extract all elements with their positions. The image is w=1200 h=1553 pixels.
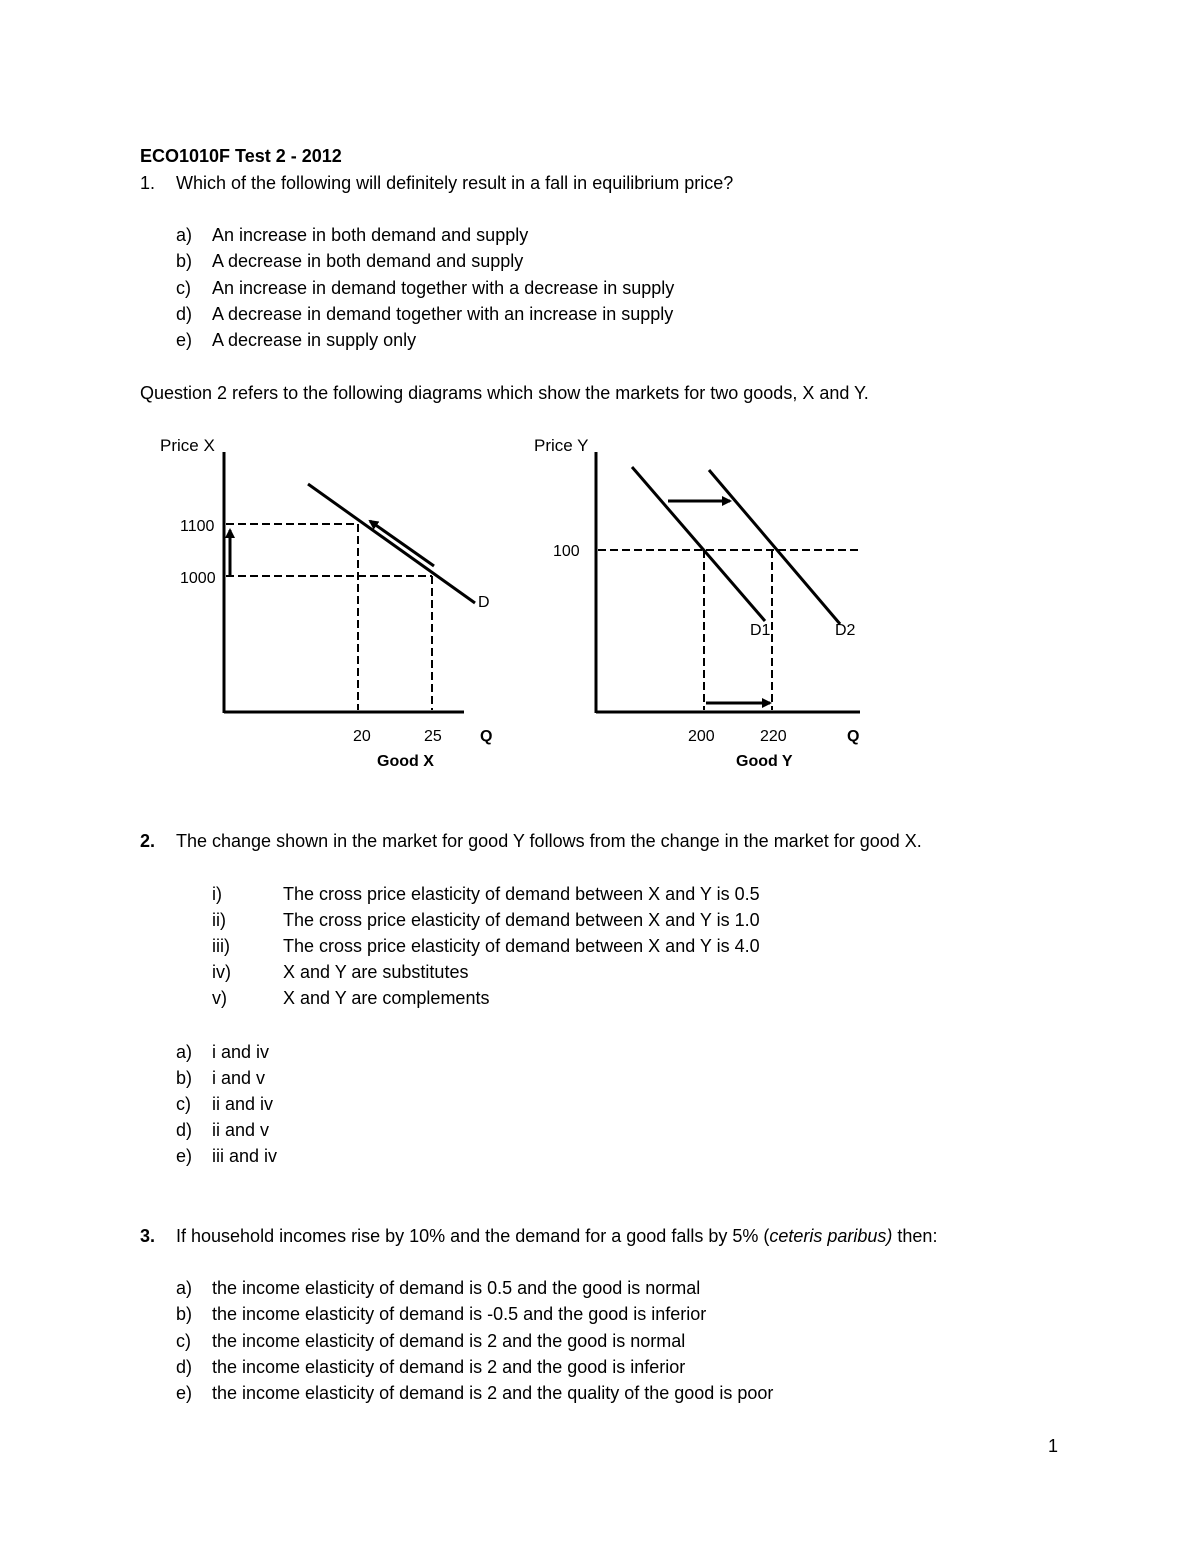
q2-number: 2. bbox=[140, 831, 156, 851]
good-x-label: Good X bbox=[377, 753, 434, 770]
q2-option-text: iii and iv bbox=[212, 1146, 278, 1166]
q1-option-text: A decrease in demand together with an increase in supply bbox=[212, 304, 674, 324]
q3-option-letter: c) bbox=[176, 1331, 191, 1351]
demand-curve-d1 bbox=[632, 467, 765, 621]
demand-curve-d2 bbox=[709, 470, 840, 624]
q1-option-text: An increase in demand together with a decrease in supply bbox=[212, 278, 675, 298]
q3-option-letter: a) bbox=[176, 1278, 193, 1298]
q2-statement-text: X and Y are complements bbox=[283, 988, 490, 1008]
diagram-good-y bbox=[534, 436, 860, 770]
q3-option-letter: e) bbox=[176, 1383, 193, 1403]
q2-statement-numeral: iv) bbox=[212, 962, 231, 982]
quantity-20-label: 20 bbox=[353, 728, 371, 745]
quantity-axis-label: Q bbox=[480, 728, 493, 745]
quantity-200-label: 200 bbox=[688, 728, 715, 745]
q1-option-text: A decrease in both demand and supply bbox=[212, 251, 524, 271]
q3-option-text: the income elasticity of demand is 0.5 and the good is normal bbox=[212, 1278, 701, 1298]
q2-option-text: ii and v bbox=[212, 1120, 270, 1140]
movement-along-demand-arrow bbox=[370, 521, 434, 566]
q3-option-letter: b) bbox=[176, 1304, 193, 1324]
quantity-220-label: 220 bbox=[760, 728, 787, 745]
price-100-label: 100 bbox=[553, 543, 580, 560]
demand-d2-label: D2 bbox=[835, 622, 856, 639]
q2-option-letter: e) bbox=[176, 1146, 193, 1166]
q2-option-text: ii and iv bbox=[212, 1094, 274, 1114]
q2-statement-numeral: i) bbox=[212, 884, 222, 904]
price-1000-label: 1000 bbox=[180, 570, 216, 587]
q2-statement-numeral: ii) bbox=[212, 910, 226, 930]
price-1100-label: 1100 bbox=[180, 518, 215, 535]
q2-statement-numeral: iii) bbox=[212, 936, 230, 956]
q2-statement-text: The cross price elasticity of demand between X and Y is 0.5 bbox=[283, 884, 760, 904]
q3-option-letter: d) bbox=[176, 1357, 193, 1377]
q3-option-text: the income elasticity of demand is 2 and the good is inferior bbox=[212, 1357, 686, 1377]
q3-number: 3. bbox=[140, 1226, 156, 1246]
q2-statement-text: The cross price elasticity of demand between X and Y is 1.0 bbox=[283, 910, 760, 930]
q1-option-letter: b) bbox=[176, 251, 193, 271]
q1-option-text: An increase in both demand and supply bbox=[212, 225, 529, 245]
diagrams bbox=[0, 420, 1200, 840]
quantity-axis-label: Q bbox=[847, 728, 860, 745]
q2-option-letter: c) bbox=[176, 1094, 191, 1114]
page-title: ECO1010F Test 2 - 2012 bbox=[140, 146, 342, 166]
q2-option-letter: b) bbox=[176, 1068, 193, 1088]
q1-text: Which of the following will definitely result in a fall in equilibrium price? bbox=[176, 173, 734, 193]
q1-number: 1. bbox=[140, 173, 156, 193]
q1-option-letter: d) bbox=[176, 304, 193, 324]
q2-option-letter: d) bbox=[176, 1120, 193, 1140]
q1-option-letter: c) bbox=[176, 278, 191, 298]
q1-option-letter: e) bbox=[176, 330, 193, 350]
q2-intro: Question 2 refers to the following diagrams which show the markets for two goods, X and Y. bbox=[140, 383, 869, 403]
q3-text-italic: ceteris paribus) bbox=[769, 1226, 893, 1246]
q2-option-text: i and v bbox=[212, 1068, 266, 1088]
q2-option-text: i and iv bbox=[212, 1042, 270, 1062]
q2-option-letter: a) bbox=[176, 1042, 193, 1062]
page-number: 1 bbox=[1048, 1436, 1059, 1456]
quantity-25-label: 25 bbox=[424, 728, 442, 745]
q2-statement-text: X and Y are substitutes bbox=[283, 962, 469, 982]
demand-curve-x bbox=[308, 484, 475, 603]
q2-text: The change shown in the market for good Y follows from the change in the market for good X. bbox=[176, 831, 922, 851]
q3-text bbox=[176, 1225, 937, 1247]
q3-option-text: the income elasticity of demand is 2 and the quality of the good is poor bbox=[212, 1383, 774, 1403]
diagram-good-x bbox=[160, 436, 492, 770]
price-x-axis-label: Price X bbox=[160, 436, 215, 455]
q3-option-text: the income elasticity of demand is -0.5 and the good is inferior bbox=[212, 1304, 707, 1324]
q3-option-text: the income elasticity of demand is 2 and the good is normal bbox=[212, 1331, 686, 1351]
q1-option-letter: a) bbox=[176, 225, 193, 245]
good-y-label: Good Y bbox=[736, 753, 793, 770]
q3-text-start: If household incomes rise by 10% and the demand for a good falls by 5% ( bbox=[176, 1226, 770, 1246]
price-y-axis-label: Price Y bbox=[534, 436, 589, 455]
q2-statement-text: The cross price elasticity of demand between X and Y is 4.0 bbox=[283, 936, 760, 956]
demand-curve-label: D bbox=[478, 594, 490, 611]
demand-d1-label: D1 bbox=[750, 622, 771, 639]
q1-option-text: A decrease in supply only bbox=[212, 330, 417, 350]
q3-text-end: then: bbox=[892, 1226, 938, 1246]
q2-statement-numeral: v) bbox=[212, 988, 227, 1008]
